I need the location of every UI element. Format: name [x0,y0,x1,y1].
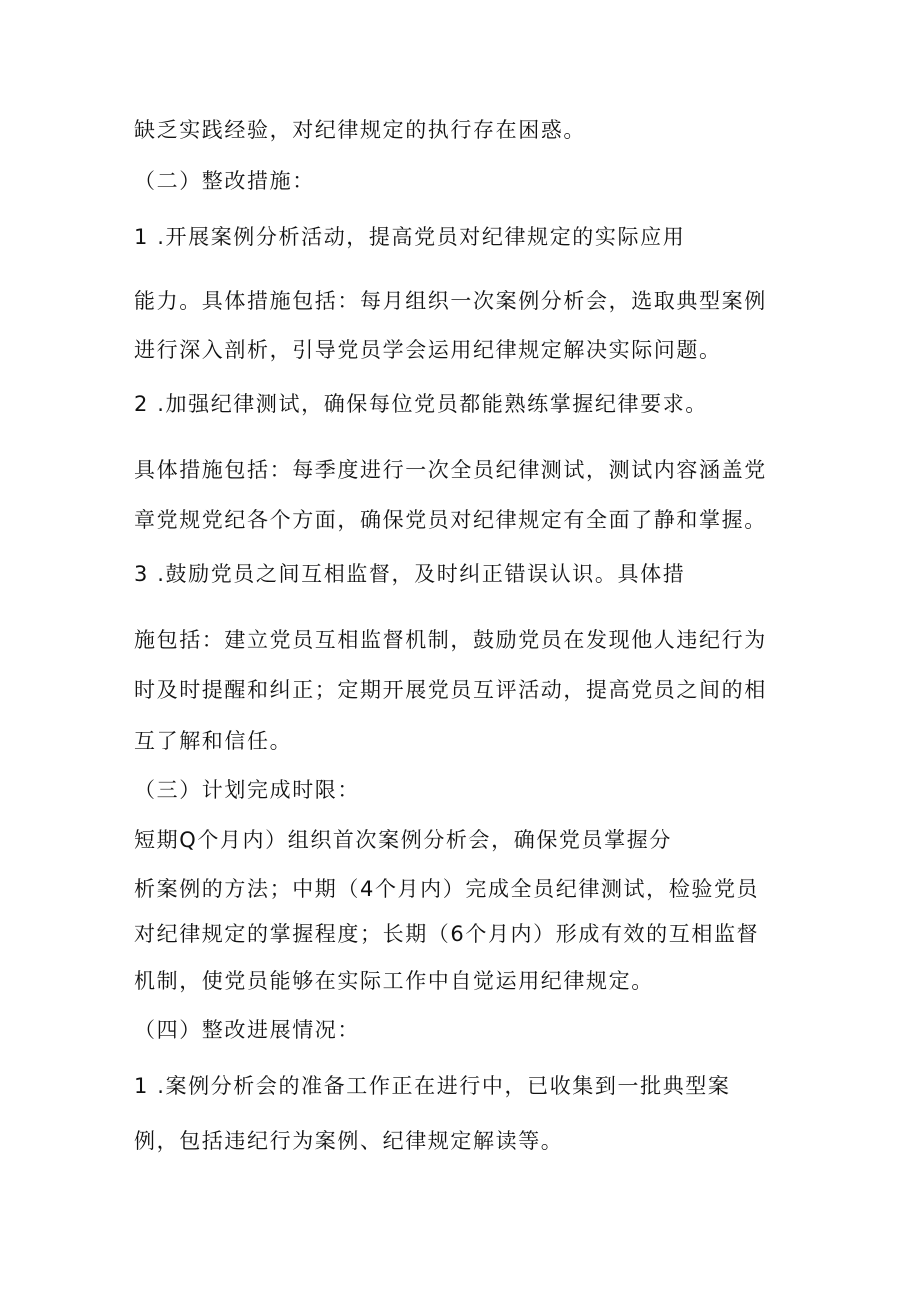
list-item-heading: 3 .鼓励党员之间互相监督，及时纠正错误认识。具体措 [134,562,686,586]
paragraph-line: 时及时提醒和纠正；定期开展党员互评活动，提高党员之间的相 [134,678,767,702]
section-heading: （四）整改进展情况： [134,1018,360,1042]
paragraph-line: 例，包括违纪行为案例、纪律规定解读等。 [134,1129,564,1153]
paragraph-line: 对纪律规定的掌握程度；长期（6个月内）形成有效的互相监督 [134,922,760,946]
paragraph-line: 机制，使党员能够在实际工作中自觉运用纪律规定。 [134,969,654,993]
list-item-heading: 1 .开展案例分析活动，提高党员对纪律规定的实际应用 [134,225,686,249]
section-heading: （三）计划完成时限： [134,778,360,802]
paragraph-line: 短期Q个月内）组织首次案例分析会，确保党员掌握分 [134,828,672,852]
paragraph-line: 能力。具体措施包括：每月组织一次案例分析会，选取典型案例 [134,289,767,313]
paragraph-line: 进行深入剖析，引导党员学会运用纪律规定解决实际问题。 [134,338,722,362]
paragraph-line: 章党规党纪各个方面，确保党员对纪律规定有全面了静和掌握。 [134,508,767,532]
paragraph-line: 具体措施包括：每季度进行一次全员纪律测试，测试内容涵盖党 [134,458,767,482]
paragraph-line: 析案例的方法；中期（4个月内）完成全员纪律测试，检验党员 [134,877,760,901]
paragraph-line: 缺乏实践经验，对纪律规定的执行存在困惑。 [134,118,586,142]
list-item-heading: 2 .加强纪律测试，确保每位党员都能熟练掌握纪律要求。 [134,392,708,416]
paragraph-line: 施包括：建立党员互相监督机制，鼓励党员在发现他人违纪行为 [134,628,767,652]
list-item-heading: 1 .案例分析会的准备工作正在进行中，已收集到一批典型案 [134,1074,731,1098]
paragraph-line: 互了解和信任。 [134,729,293,753]
section-heading: （二）整改措施： [134,169,315,193]
